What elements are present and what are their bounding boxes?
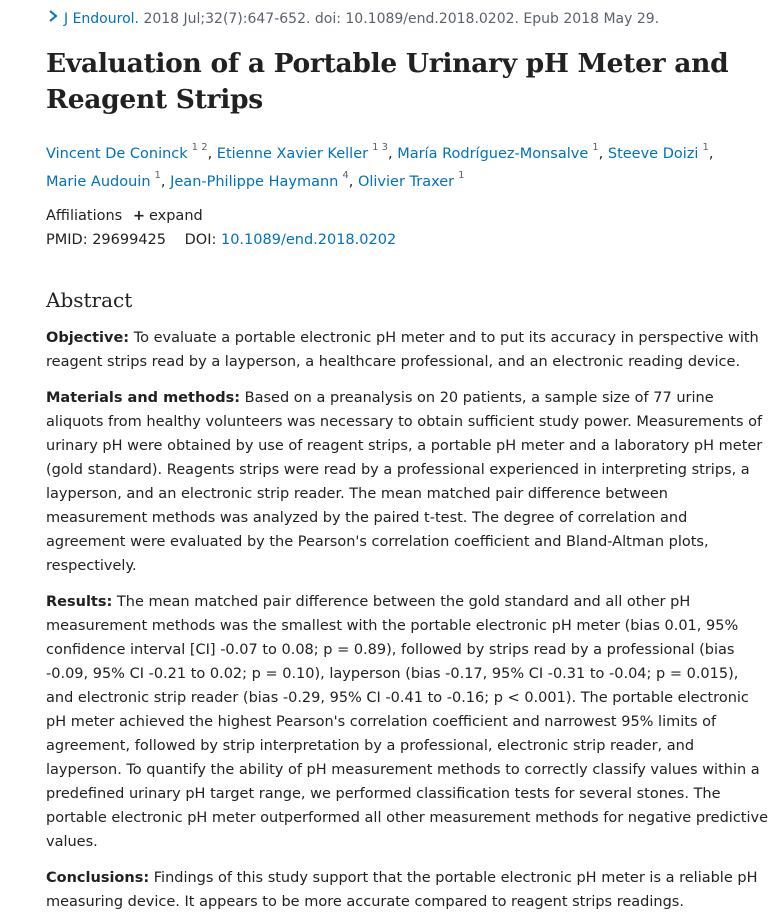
expand-label[interactable]: expand — [148, 207, 203, 224]
author-affiliation-refs[interactable]: 1 2 — [191, 142, 208, 153]
section-label: Results: — [46, 593, 113, 610]
citation-line — [46, 8, 768, 30]
affiliations-label: Affiliations — [46, 207, 123, 224]
author-link[interactable]: Olivier Traxer $^1$ — [357, 169, 465, 190]
section-label: Objective: — [46, 329, 130, 346]
authors-list: Vincent De Coninck $^{1 2}$, Etienne Xavier Keller $^{1 3}$, María Rodríguez-Monsalve $^1$, Steeve Doizi $^1$, Marie Audouin $^1$, Jean-Philippe Haymann $^4$, Olivier Traxer $^1$ — [46, 142, 714, 190]
author-affiliation-refs[interactable]: 4 — [342, 169, 349, 181]
abstract-heading: Abstract — [46, 287, 133, 312]
abstract-objective — [46, 326, 768, 374]
journal-link[interactable] — [46, 8, 139, 30]
journal-name[interactable]: J Endourol. — [64, 11, 139, 27]
author-affiliation-refs[interactable]: 1 — [154, 169, 161, 181]
abstract-methods — [46, 386, 768, 578]
author-affiliation-refs[interactable]: 1 3 — [372, 142, 388, 153]
section-text: Based on a preanalysis on 20 patients, a sample size of 77 urine aliquots from healthy volunteers was necessary to obtain sufficient study power. Measurements of urinary pH were obtained by use of reagent strips, a portable pH meter and a laboratory pH meter (gold standard). Reagents strips were read by a professional experienced in interpreting strips, a layperson, and an electronic strip reader. The mean matched pair difference between measurement methods was analyzed by the paired t-test. The degree of correlation and agreement were evaluated by the Pearson's correlation coefficient and Bland-Altman plots, respectively. — [46, 389, 763, 574]
author-affiliation-refs[interactable]: 1 — [702, 142, 709, 153]
author-link[interactable]: Marie Audouin $^1$ — [46, 169, 161, 190]
plus-icon: + — [132, 207, 145, 224]
author-link[interactable]: Jean-Philippe Haymann $^4$ — [170, 169, 349, 190]
section-label: Materials and methods: — [46, 389, 241, 406]
doi-link[interactable]: 10.1089/end.2018.0202 — [220, 231, 397, 248]
doi-label: DOI: — [184, 231, 217, 248]
author-affiliation-refs[interactable]: 1 — [592, 142, 599, 153]
identifiers-row — [46, 228, 768, 252]
article-title: Evaluation of a Portable Urinary pH Meter and Reagent Strips — [46, 48, 729, 115]
citation-details: 2018 Jul;32(7):647-652. doi: 10.1089/end.2018.0202. Epub 2018 May 29. — [143, 11, 660, 27]
author-link[interactable]: Vincent De Coninck $^{1 2}$ — [46, 142, 208, 162]
author-link[interactable]: María Rodríguez-Monsalve $^1$ — [397, 142, 599, 162]
author-link[interactable]: Etienne Xavier Keller $^{1 3}$ — [216, 142, 388, 162]
section-text: Findings of this study support that the portable electronic pH meter is a reliable pH measuring device. It appears to be more accurate compared to reagent strips readings. — [46, 869, 758, 910]
section-text: To evaluate a portable electronic pH meter and to put its accuracy in perspective with reagent strips read by a layperson, a healthcare professional, and an electronic reading device. — [46, 329, 759, 370]
section-text: The mean matched pair difference between the gold standard and all other pH measurement methods was the smallest with the portable electronic pH meter (bias 0.01, 95% confidence interval [CI] -0.07 to 0.08; p = 0.89), followed by strips read by a professional (bias -0.09, 95% CI -0.21 to 0.02; p = 0.10), layperson (bias -0.17, 95% CI -0.31 to -0.04; p = 0.015), and electronic strip reader (bias -0.29, 95% CI -0.41 to -0.16; p < 0.001). The portable electronic pH meter achieved the highest Pearson's correlation coefficient and narrowest 95% limits of agreement, followed by strip interpretation by a professional, electronic strip reader, and layperson. To quantify the ability of pH measurement methods to correctly classify values within a predefined urinary pH target range, we performed classification tests for several stones. The portable electronic pH meter outperformed all other measurement methods for negative predictive values. — [46, 593, 769, 850]
pmid-value: 29699425 — [92, 231, 167, 248]
chevron-right-icon — [46, 9, 60, 23]
abstract-results — [46, 590, 768, 854]
affiliations-toggle-row — [46, 204, 768, 228]
expand-affiliations-button[interactable] — [133, 208, 203, 224]
section-label: Conclusions: — [46, 869, 150, 886]
article-page — [46, 8, 768, 914]
pmid-label: PMID: — [46, 231, 88, 248]
author-link[interactable]: Steeve Doizi $^1$ — [607, 142, 709, 162]
author-affiliation-refs[interactable]: 1 — [458, 169, 465, 181]
abstract-conclusions — [46, 866, 768, 914]
